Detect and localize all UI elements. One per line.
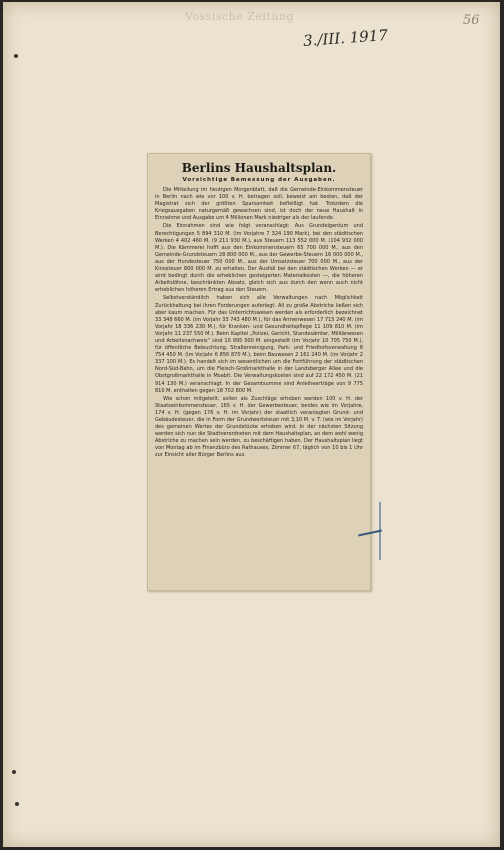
punch-hole — [15, 802, 19, 806]
article-headline: Berlins Haushaltsplan. — [181, 161, 337, 175]
article-paragraph: Selbstverständlich haben sich alle Verwaltungen nach Möglichkeit Zurückhaltung bei ihren Forderungen auferlegt. All zu große Abstriche ließen sich aber kaum machen. Für das Unterrichtswesen werden als erforderlich bezeichnet 33 348 660 M. (im Vorjahr 33 743 480 M.), für das Armenwesen 17 715 240 M. (im Vorjahr 18 336 230 M.), für Kranken- und Gesundheitspflege 11 109 810 M. (im Vorjahr 11 237 550 M.). Beim Kapitel „Polizei, Gericht, Standesämter, Militärwesen und Arbeitsnachweis“ sind 10 995 000 M. eingestellt (im Vorjahr 10 705 750 M.), für öffentliche Beleuchtung, Straßenreinigung, Park- und Friedhofsverwaltung 8 754 450 M. (im Vorjahr 6 856 870 M.), beim Bauwesen 2 161 240 M. (im Vorjahr 2 337 100 M.). Es handelt sich im wesentlichen um die Fortführung der städtischen Nord-Süd-Bahn, um die Fleisch-Großmarkthalle in der Landsberger Allee und die Obstgroßmarkthalle in Moabit. Die Verwaltungskosten sind auf 22 172 450 M. (21 914 130 M.) veranschlagt. In der Gesamtsumme sind Anleiheerträge von 9 775 810 M. enthalten gegen 18 702 800 M. — [155, 295, 363, 394]
archive-page — [3, 2, 500, 847]
punch-hole — [14, 54, 18, 58]
handwritten-date: 3./III. 1917 — [302, 26, 389, 50]
page-number: 56 — [463, 13, 480, 28]
article-paragraph: Wie schon mitgeteilt, sollen als Zuschläge erhoben werden 100 v. H. der Staatseinkommensteuer, 165 v. H. der Gewerbesteuer, beides wie im Vorjahre, 174 v. H. (gegen 176 v. H. im Vorjahr) der staatlich veranlagten Grund- und Gebäudesteuer, die in Form der Grundwertsteuer mit 3,10 M. v. T. (wie im Vorjahr) des gemeinen Wertes der Grundstücke erhoben wird. In der nächsten Sitzung werden sich nun die Stadtverordneten mit dem Haushaltsplan, an dem wohl wenig Abstriche zu machen sein werden, zu beschäftigen haben. Der Haushaltsplan liegt von Montag ab im Finanzbüro des Rathauses, Zimmer 67, täglich von 10 bis 1 Uhr zur Einsicht aller Bürger Berlins aus. — [155, 395, 363, 459]
article-paragraph: Die Einnahmen sind wie folgt veranschlagt: Aus Grundeigentum und Berechtigungen 5 894 310 M. (im Vorjahre 7 324 190 Mark), bei den städtischen Werken 4 402 460 M. (9 211 930 M.), aus Steuern 113 552 000 M. (104 932 000 M.). Die Kämmerei hofft aus den Einkommensteuern 65 700 000 M., aus den Gemeinde-Grundsteuern 28 800 000 M., aus der Gewerbe-Steuern 16 000 000 M., aus der Hundesteuer 750 000 M., aus der Umsatzsteuer 700 000 M., aus der Kinosteuer 800 000 M. zu erhalten. Der Ausfall bei den städtischen Werken — er wird bedingt durch die erheblichen gesteigerten Materialkosten —, die höheren Arbeitslöhne, beschränkten Absatz, gleich sich aus durch den wenn auch nicht erheblichen höheren Ertrag aus den Steuern. — [155, 223, 363, 294]
article-subheadline: Vorsichtige Bemessung der Ausgaben. — [182, 177, 336, 183]
newspaper-clipping — [147, 153, 371, 591]
article-paragraph: Die Mitteilung im heutigen Morgenblatt, daß die Gemeinde-Einkommensteuer in Berlin nach wie vor 100 v. H. betragen soll, beweist am besten, daß der Magistrat sich der größten Sparsamkeit befleißigt hat. Trotzdem die Kriegsausgaben naturgemäß gewachsen sind, ist doch der neue Haushalt in Einnahme und Ausgabe um 4 Millionen Mark niedriger als der laufende. — [155, 187, 363, 222]
punch-hole — [12, 770, 16, 774]
newspaper-masthead-stamp: Vossische Zeitung — [185, 10, 295, 23]
